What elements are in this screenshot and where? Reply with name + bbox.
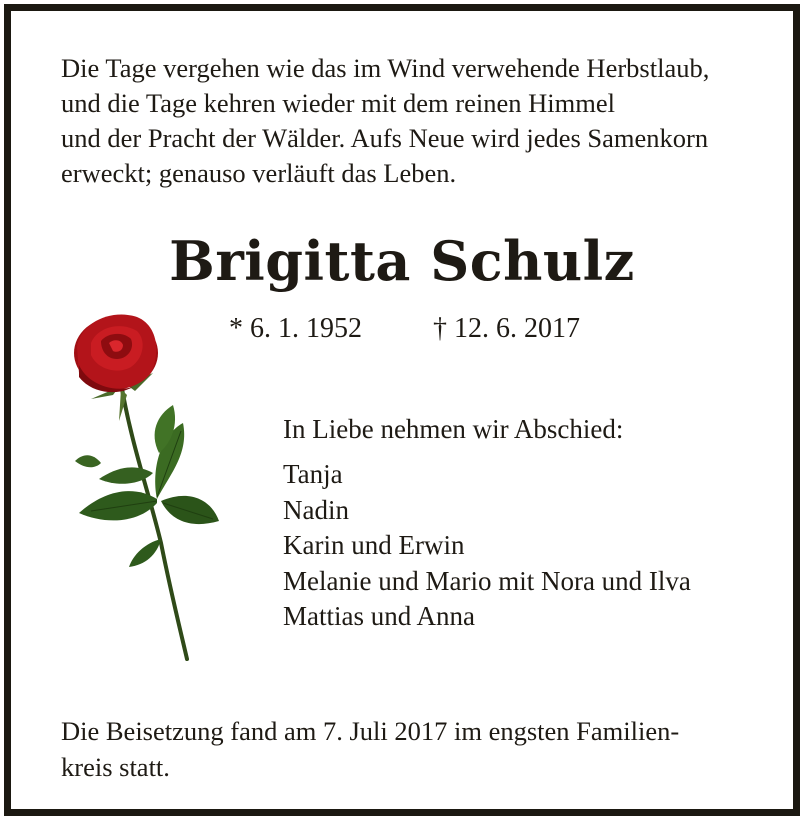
death-date: † 12. 6. 2017	[433, 313, 580, 344]
birth-date: * 6. 1. 1952	[229, 313, 362, 344]
obituary-notice	[4, 4, 800, 816]
list-item: Tanja	[283, 459, 343, 489]
farewell-heading: In Liebe nehmen wir Abschied:	[283, 414, 624, 444]
funeral-line: Die Beisetzung fand am 7. Juli 2017 im engsten Familien-	[61, 716, 680, 746]
deceased-name: Brigitta Schulz	[169, 229, 635, 293]
list-item: Melanie und Mario mit Nora und Ilva	[283, 565, 691, 596]
mourners-list	[283, 457, 691, 635]
list-item: Karin und Erwin	[283, 530, 465, 560]
poem-line: und die Tage kehren wieder mit dem reinen Himmel	[61, 88, 615, 118]
poem-text	[61, 51, 781, 191]
poem-line: erweckt; genauso verläuft das Leben.	[61, 158, 457, 188]
funeral-line: kreis statt.	[61, 752, 170, 782]
funeral-notice	[61, 713, 781, 785]
list-item: Nadin	[283, 494, 349, 525]
red-rose-icon	[61, 303, 221, 663]
poem-line: und der Pracht der Wälder. Aufs Neue wird jedes Samenkorn	[61, 123, 709, 153]
poem-line: Die Tage vergehen wie das im Wind verwehende Herbstlaub,	[61, 53, 710, 83]
list-item: Mattias und Anna	[283, 601, 475, 631]
